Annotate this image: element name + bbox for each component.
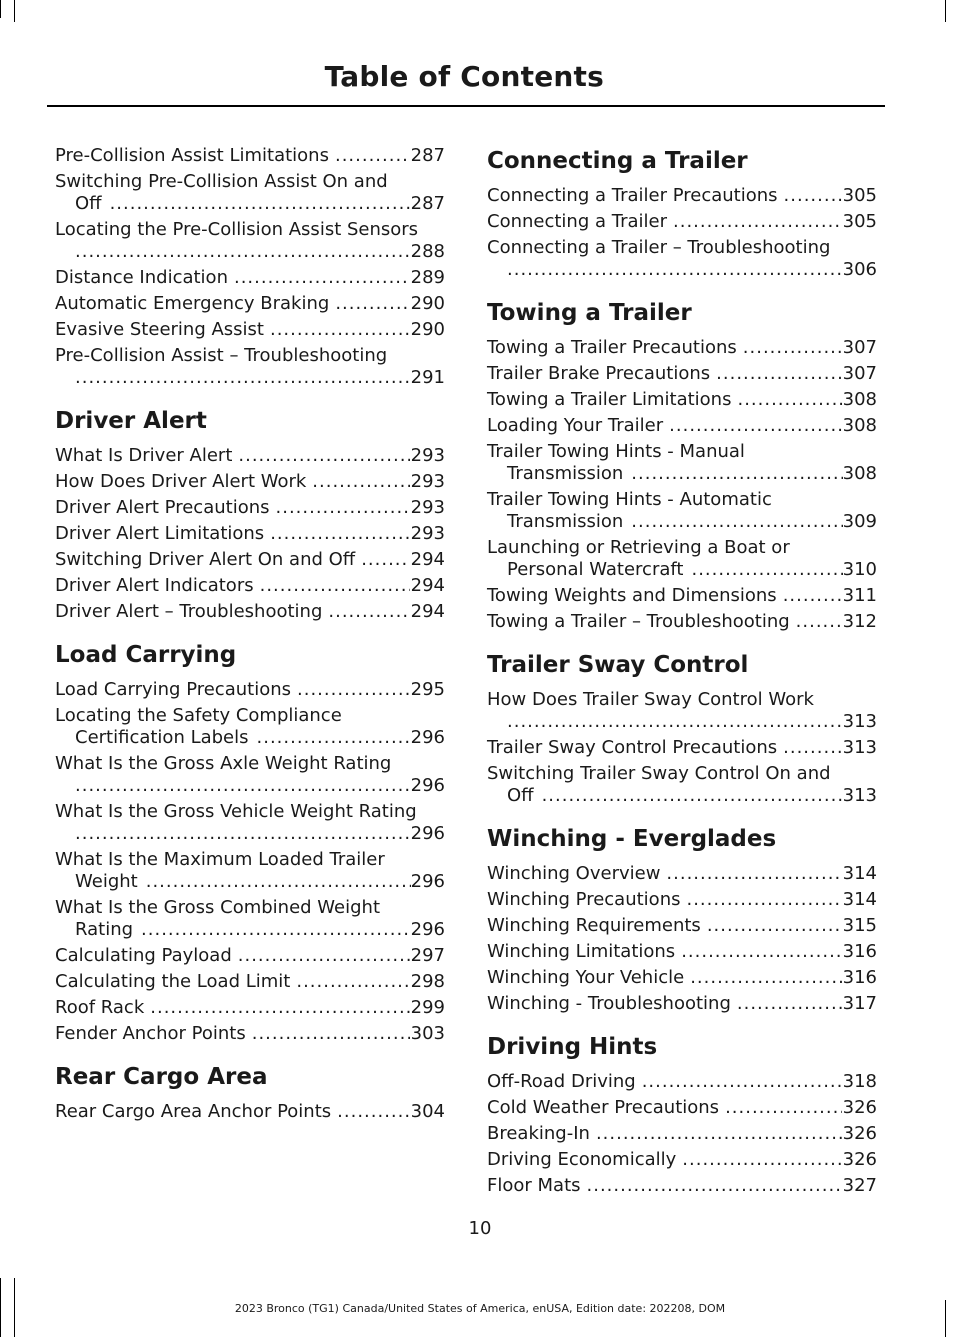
- toc-entry-title: Breaking-In: [487, 1123, 590, 1144]
- crop-mark: [945, 0, 946, 22]
- dot-leader: [716, 363, 841, 385]
- dot-leader: [783, 585, 842, 607]
- toc-page-number: 307: [842, 363, 877, 384]
- toc-page-number: 308: [842, 463, 877, 484]
- dot-leader: [682, 1149, 841, 1171]
- toc-page-number: 298: [410, 971, 445, 992]
- toc-entry[interactable]: [487, 889, 877, 911]
- toc-entry-title-continued: Personal Watercraft: [507, 559, 684, 580]
- toc-page-number: 294: [410, 575, 445, 596]
- dot-leader: [707, 915, 842, 937]
- toc-page-number: 308: [842, 389, 877, 410]
- dot-leader: [110, 193, 411, 215]
- dot-leader: [252, 1023, 410, 1045]
- toc-entry[interactable]: [487, 389, 877, 411]
- toc-page-number: 311: [842, 585, 877, 606]
- toc-entry[interactable]: [487, 863, 877, 885]
- toc-page-number: 305: [842, 211, 877, 232]
- toc-page-number: 314: [842, 863, 877, 884]
- toc-entry-title: How Does Trailer Sway Control Work: [487, 689, 814, 710]
- toc-entry[interactable]: [55, 1101, 445, 1123]
- toc-entry[interactable]: [487, 441, 877, 485]
- toc-entry[interactable]: [487, 941, 877, 963]
- dot-leader: [75, 241, 411, 263]
- toc-page-number: 294: [410, 549, 445, 570]
- toc-entry-title: Roof Rack: [55, 997, 145, 1018]
- section-heading: Load Carrying: [55, 642, 237, 668]
- toc-page-number: 310: [842, 559, 877, 580]
- dot-leader: [297, 679, 410, 701]
- toc-entry-title: Connecting a Trailer Precautions: [487, 185, 778, 206]
- toc-entry-title: Floor Mats: [487, 1175, 581, 1196]
- toc-entry-title: Winching - Troubleshooting: [487, 993, 731, 1014]
- section-heading: Towing a Trailer: [487, 300, 692, 326]
- dot-leader: [596, 1123, 842, 1145]
- dot-leader: [361, 549, 409, 571]
- toc-entry[interactable]: [487, 611, 877, 633]
- dot-leader: [337, 1101, 409, 1123]
- toc-entry-title-continued: Weight: [75, 871, 138, 892]
- dot-leader: [146, 871, 411, 893]
- dot-leader: [296, 971, 409, 993]
- toc-entry-title: Winching Precautions: [487, 889, 681, 910]
- dot-leader: [260, 575, 410, 597]
- footer-edition-info: 2023 Bronco (TG1) Canada/United States of America, enUSA, Edition date: 202208, DOM: [234, 1302, 726, 1315]
- dot-leader: [673, 211, 842, 233]
- toc-entry[interactable]: [487, 1149, 877, 1171]
- toc-entry[interactable]: [55, 849, 445, 893]
- dot-leader: [75, 823, 411, 845]
- toc-page-number: 294: [410, 601, 445, 622]
- toc-entry-title: Trailer Brake Precautions: [487, 363, 711, 384]
- dot-leader: [507, 711, 843, 733]
- toc-entry-title-continued: Transmission: [507, 463, 624, 484]
- toc-entry[interactable]: [487, 1123, 877, 1145]
- page-number: 10: [468, 1218, 492, 1239]
- toc-entry-title: What Is Driver Alert: [55, 445, 233, 466]
- toc-entry-title: Off-Road Driving: [487, 1071, 636, 1092]
- dot-leader: [686, 889, 841, 911]
- toc-page-number: 316: [842, 967, 877, 988]
- toc-entry-title: Trailer Towing Hints - Manual: [487, 441, 745, 462]
- toc-entry-title: Loading Your Trailer: [487, 415, 664, 436]
- toc-page-number: 316: [842, 941, 877, 962]
- section-heading: Driver Alert: [55, 408, 207, 434]
- toc-page-number: 306: [842, 259, 877, 280]
- dot-leader: [691, 559, 842, 581]
- toc-page-number: 313: [842, 711, 877, 732]
- toc-entry-title: Launching or Retrieving a Boat or: [487, 537, 790, 558]
- dot-leader: [257, 727, 411, 749]
- toc-entry[interactable]: [487, 585, 877, 607]
- toc-entry[interactable]: [55, 445, 445, 467]
- toc-entry[interactable]: [487, 237, 877, 281]
- dot-leader: [681, 941, 841, 963]
- toc-entry[interactable]: [487, 415, 877, 437]
- toc-entry[interactable]: [487, 1175, 877, 1197]
- toc-entry[interactable]: [55, 145, 445, 167]
- dot-leader: [783, 737, 842, 759]
- dot-leader: [796, 611, 842, 633]
- toc-entry[interactable]: [55, 549, 445, 571]
- dot-leader: [690, 967, 841, 989]
- toc-page-number: 293: [410, 523, 445, 544]
- dot-leader: [276, 497, 410, 519]
- toc-entry-title: Calculating Payload: [55, 945, 232, 966]
- toc-page-number: 318: [842, 1071, 877, 1092]
- page-title: Table of Contents: [324, 60, 604, 93]
- toc-entry[interactable]: [55, 601, 445, 623]
- toc-entry[interactable]: [487, 211, 877, 233]
- toc-entry[interactable]: [55, 219, 445, 263]
- toc-page-number: 293: [410, 497, 445, 518]
- toc-entry-title: Winching Your Vehicle: [487, 967, 685, 988]
- toc-page-number: 296: [410, 919, 445, 940]
- toc-page-number: 287: [410, 145, 445, 166]
- toc-entry[interactable]: [487, 337, 877, 359]
- toc-page-number: 289: [410, 267, 445, 288]
- toc-entry[interactable]: [487, 1097, 877, 1119]
- toc-entry[interactable]: [55, 319, 445, 341]
- toc-entry-title: Load Carrying Precautions: [55, 679, 292, 700]
- toc-page-number: 296: [410, 727, 445, 748]
- toc-page-number: 304: [410, 1101, 445, 1122]
- toc-entry-title: What Is the Gross Vehicle Weight Rating: [55, 801, 417, 822]
- toc-entry-title: Switching Pre-Collision Assist On and: [55, 171, 388, 192]
- toc-entry-title: Evasive Steering Assist: [55, 319, 264, 340]
- dot-leader: [737, 389, 841, 411]
- toc-entry[interactable]: [487, 967, 877, 989]
- toc-entry-title-continued: Transmission: [507, 511, 624, 532]
- toc-entry[interactable]: [487, 489, 877, 533]
- toc-entry-title: What Is the Gross Axle Weight Rating: [55, 753, 392, 774]
- toc-entry-title: Distance Indication: [55, 267, 228, 288]
- toc-entry-title: Driver Alert Limitations: [55, 523, 265, 544]
- toc-entry-title: Trailer Sway Control Precautions: [487, 737, 778, 758]
- toc-page-number: 290: [410, 319, 445, 340]
- toc-page-number: 326: [842, 1149, 877, 1170]
- toc-entry[interactable]: [487, 689, 877, 733]
- dot-leader: [743, 337, 842, 359]
- dot-leader: [666, 863, 841, 885]
- toc-entry-title: Towing a Trailer – Troubleshooting: [487, 611, 790, 632]
- section-heading: Driving Hints: [487, 1034, 658, 1060]
- toc-entry-title: Driver Alert Precautions: [55, 497, 270, 518]
- toc-page-number: 287: [410, 193, 445, 214]
- toc-entry-title: Connecting a Trailer – Troubleshooting: [487, 237, 831, 258]
- toc-entry[interactable]: [55, 497, 445, 519]
- toc-page-number: 314: [842, 889, 877, 910]
- toc-entry-title: Winching Requirements: [487, 915, 701, 936]
- toc-entry-title: Driver Alert – Troubleshooting: [55, 601, 323, 622]
- toc-entry[interactable]: [55, 1023, 445, 1045]
- toc-entry-title: Rear Cargo Area Anchor Points: [55, 1101, 332, 1122]
- dot-leader: [507, 259, 843, 281]
- dot-leader: [238, 945, 410, 967]
- dot-leader: [238, 445, 409, 467]
- toc-entry-title: Switching Driver Alert On and Off: [55, 549, 356, 570]
- dot-leader: [335, 293, 409, 315]
- toc-page-number: 291: [410, 367, 445, 388]
- dot-leader: [335, 145, 410, 167]
- toc-entry-title: What Is the Gross Combined Weight: [55, 897, 381, 918]
- dot-leader: [642, 1071, 842, 1093]
- toc-entry[interactable]: [55, 801, 445, 845]
- toc-entry-title: What Is the Maximum Loaded Trailer: [55, 849, 385, 870]
- toc-page-number: 309: [842, 511, 877, 532]
- toc-entry-title: Towing a Trailer Limitations: [487, 389, 732, 410]
- toc-entry[interactable]: [55, 471, 445, 493]
- toc-page-number: 313: [842, 785, 877, 806]
- toc-page-number: 313: [842, 737, 877, 758]
- toc-entry-title: Towing Weights and Dimensions: [487, 585, 777, 606]
- toc-entry[interactable]: [487, 185, 877, 207]
- toc-page-number: 307: [842, 337, 877, 358]
- toc-entry[interactable]: [487, 737, 877, 759]
- dot-leader: [150, 997, 409, 1019]
- toc-entry[interactable]: [55, 523, 445, 545]
- toc-page-number: 312: [842, 611, 877, 632]
- toc-page-number: 296: [410, 871, 445, 892]
- toc-entry-title: Locating the Pre-Collision Assist Sensors: [55, 219, 419, 240]
- toc-entry[interactable]: [55, 679, 445, 701]
- dot-leader: [725, 1097, 842, 1119]
- toc-entry[interactable]: [55, 945, 445, 967]
- toc-page-number: 308: [842, 415, 877, 436]
- toc-page-number: 327: [842, 1175, 877, 1196]
- dot-leader: [784, 185, 842, 207]
- dot-leader: [234, 267, 410, 289]
- dot-leader: [542, 785, 843, 807]
- dot-leader: [631, 511, 842, 533]
- toc-entry-title-continued: Rating: [75, 919, 134, 940]
- toc-right-column: [487, 145, 877, 1201]
- toc-page-number: 299: [410, 997, 445, 1018]
- toc-entry[interactable]: [55, 897, 445, 941]
- toc-page-number: 317: [842, 993, 877, 1014]
- toc-entry[interactable]: [55, 705, 445, 749]
- toc-page-number: 315: [842, 915, 877, 936]
- dot-leader: [328, 601, 409, 623]
- toc-page-number: 290: [410, 293, 445, 314]
- toc-page-number: 326: [842, 1123, 877, 1144]
- toc-page-number: 326: [842, 1097, 877, 1118]
- toc-left-column: [55, 145, 445, 1127]
- toc-entry[interactable]: [55, 575, 445, 597]
- crop-mark: [14, 0, 15, 22]
- toc-entry-title: Pre-Collision Assist Limitations: [55, 145, 329, 166]
- toc-page-number: 293: [410, 471, 445, 492]
- dot-leader: [312, 471, 409, 493]
- dot-leader: [737, 993, 842, 1015]
- toc-entry[interactable]: [55, 971, 445, 993]
- toc-entry[interactable]: [55, 293, 445, 315]
- toc-page-number: 303: [410, 1023, 445, 1044]
- toc-entry-title: Trailer Towing Hints - Automatic: [487, 489, 772, 510]
- toc-entry-title: Connecting a Trailer: [487, 211, 667, 232]
- toc-entry[interactable]: [487, 993, 877, 1015]
- toc-entry[interactable]: [487, 363, 877, 385]
- dot-leader: [75, 367, 411, 389]
- toc-entry-title: Cold Weather Precautions: [487, 1097, 720, 1118]
- dot-leader: [75, 775, 411, 797]
- dot-leader: [587, 1175, 842, 1197]
- toc-entry[interactable]: [55, 345, 445, 389]
- section-heading: Winching - Everglades: [487, 826, 777, 852]
- toc-entry[interactable]: [55, 267, 445, 289]
- toc-page-number: 296: [410, 823, 445, 844]
- toc-entry-title: Fender Anchor Points: [55, 1023, 246, 1044]
- toc-entry[interactable]: [487, 537, 877, 581]
- toc-entry[interactable]: [487, 915, 877, 937]
- toc-entry-title: Automatic Emergency Braking: [55, 293, 330, 314]
- toc-page-number: 293: [410, 445, 445, 466]
- toc-entry-title: Winching Overview: [487, 863, 661, 884]
- dot-leader: [669, 415, 841, 437]
- toc-entry-title: Driver Alert Indicators: [55, 575, 254, 596]
- dot-leader: [141, 919, 411, 941]
- section-heading: Trailer Sway Control: [487, 652, 749, 678]
- dot-leader: [270, 319, 410, 341]
- toc-entry-title: Locating the Safety Compliance: [55, 705, 342, 726]
- toc-entry-title: Driving Economically: [487, 1149, 677, 1170]
- dot-leader: [270, 523, 409, 545]
- toc-entry[interactable]: [55, 753, 445, 797]
- toc-entry[interactable]: [55, 997, 445, 1019]
- toc-page-number: 288: [410, 241, 445, 262]
- toc-entry-title-continued: Off: [75, 193, 102, 214]
- crop-mark: [0, 0, 1, 18]
- toc-entry[interactable]: [487, 763, 877, 807]
- toc-page-number: 305: [842, 185, 877, 206]
- toc-entry-title: Towing a Trailer Precautions: [487, 337, 737, 358]
- toc-page-number: 296: [410, 775, 445, 796]
- toc-entry-title: Switching Trailer Sway Control On and: [487, 763, 831, 784]
- title-divider: [47, 105, 885, 107]
- section-heading: Rear Cargo Area: [55, 1064, 268, 1090]
- toc-entry-title: How Does Driver Alert Work: [55, 471, 307, 492]
- toc-entry-title-continued: Certification Labels: [75, 727, 249, 748]
- toc-entry-title: Calculating the Load Limit: [55, 971, 291, 992]
- dot-leader: [631, 463, 842, 485]
- toc-page-number: 295: [410, 679, 445, 700]
- toc-entry[interactable]: [55, 171, 445, 215]
- toc-entry-title: Pre-Collision Assist – Troubleshooting: [55, 345, 388, 366]
- section-heading: Connecting a Trailer: [487, 148, 748, 174]
- toc-page-number: 297: [410, 945, 445, 966]
- toc-entry-title-continued: Off: [507, 785, 534, 806]
- toc-entry-title: Winching Limitations: [487, 941, 676, 962]
- toc-entry[interactable]: [487, 1071, 877, 1093]
